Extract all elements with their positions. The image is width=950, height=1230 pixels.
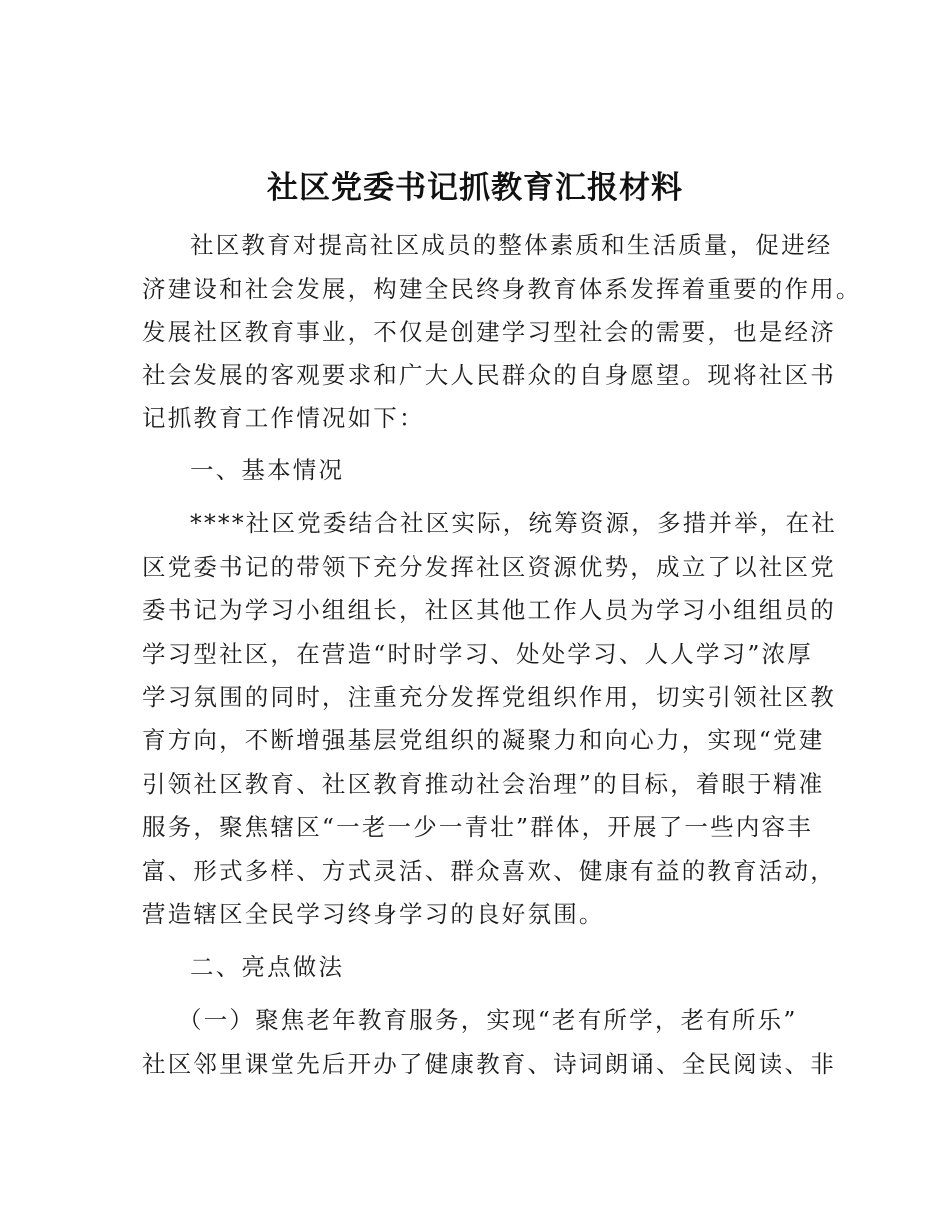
section-heading: 一、基本情况 (190, 456, 345, 484)
subsection-heading: （一）聚焦老年教育服务，实现“老有所学，老有所乐” (178, 1006, 798, 1034)
paragraph-line: 社会发展的客观要求和广大人民群众的自身愿望。现将社区书 (142, 361, 836, 389)
paragraph-line: 济建设和社会发展，构建全民终身教育体系发挥着重要的作用。 (142, 275, 862, 303)
paragraph-line: 学习氛围的同时，注重充分发挥党组织作用，切实引领社区教 (142, 683, 836, 711)
section-heading: 二、亮点做法 (190, 953, 345, 981)
paragraph-line: 委书记为学习小组组长，社区其他工作人员为学习小组组员的 (142, 596, 836, 624)
paragraph-line: 富、形式多样、方式灵活、群众喜欢、健康有益的教育活动， (142, 857, 836, 885)
paragraph-line: 服务，聚焦辖区“一老一少一青壮”群体，开展了一些内容丰 (142, 813, 813, 841)
paragraph-line: 学习型社区，在营造“时时学习、处处学习、人人学习”浓厚 (142, 640, 813, 668)
paragraph-line: 社区教育对提高社区成员的整体素质和生活质量，促进经 (190, 231, 833, 259)
paragraph-line: 引领社区教育、社区教育推动社会治理”的目标，着眼于精准 (142, 770, 825, 798)
paragraph-line: 社区邻里课堂先后开办了健康教育、诗词朗诵、全民阅读、非 (142, 1050, 836, 1078)
document-title: 社区党委书记抓教育汇报材料 (267, 170, 683, 206)
paragraph-line: 育方向，不断增强基层党组织的凝聚力和向心力，实现“党建 (142, 726, 825, 754)
paragraph-line: 营造辖区全民学习终身学习的良好氛围。 (142, 900, 605, 928)
paragraph-line: 发展社区教育事业，不仅是创建学习型社会的需要，也是经济 (142, 318, 836, 346)
paragraph-line: 区党委书记的带领下充分发挥社区资源优势，成立了以社区党 (142, 553, 836, 581)
paragraph-line: 记抓教育工作情况如下： (142, 404, 425, 432)
paragraph-line: ****社区党委结合社区实际，统筹资源，多措并举，在社 (190, 509, 837, 537)
